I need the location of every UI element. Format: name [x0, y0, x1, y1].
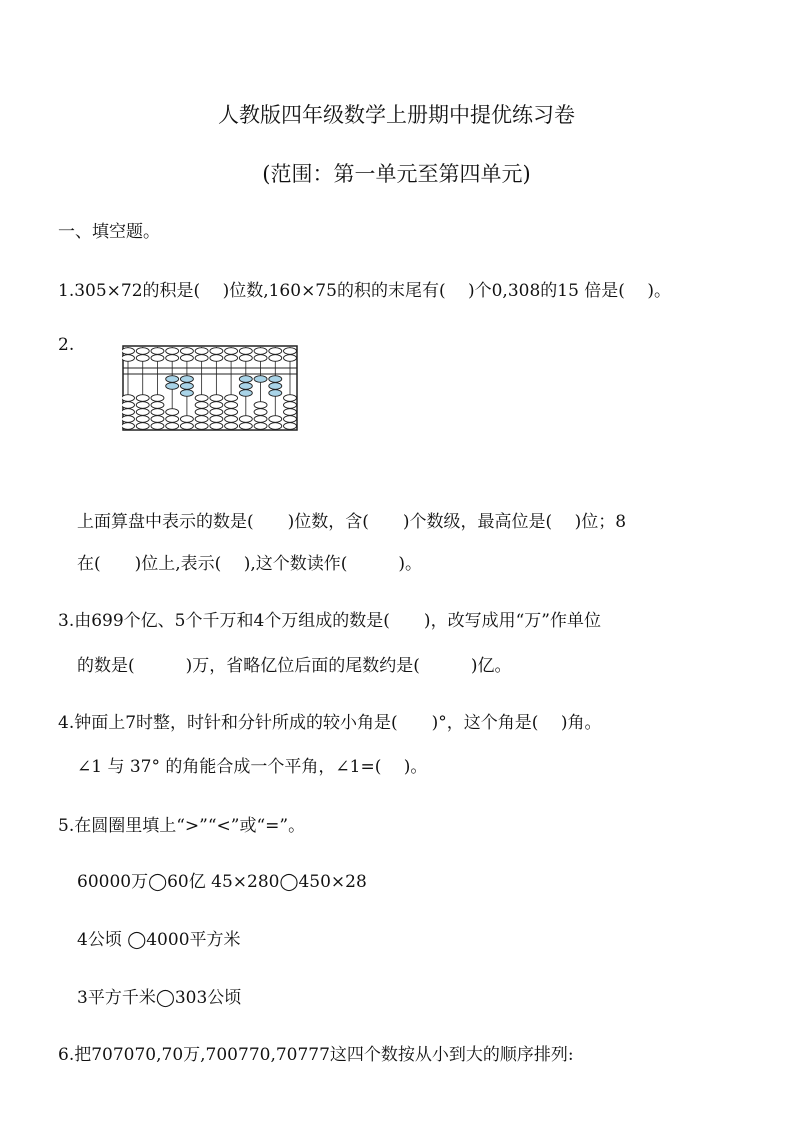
abacus-lower-bead	[284, 423, 297, 430]
abacus-upper-bead	[151, 355, 164, 362]
abacus-upper-bead	[254, 348, 267, 355]
abacus-active-bead	[166, 376, 179, 383]
abacus-lower-bead	[239, 423, 252, 430]
abacus-upper-bead	[210, 355, 223, 362]
abacus-lower-bead	[195, 402, 208, 409]
abacus-lower-bead	[122, 402, 135, 409]
abacus-upper-bead	[136, 348, 149, 355]
abacus-lower-bead	[210, 402, 223, 409]
abacus-upper-bead	[269, 355, 282, 362]
abacus-upper-bead	[239, 355, 252, 362]
abacus-lower-bead	[136, 409, 149, 416]
section-heading: 一、填空题。	[58, 222, 160, 242]
abacus-active-bead	[180, 390, 193, 397]
abacus-lower-bead	[166, 409, 179, 416]
abacus-active-bead	[269, 390, 282, 397]
question-5-item-a: 60000万◯60亿 45×280◯450×28	[77, 872, 367, 892]
question-4-line-2: ∠1 与 37° 的角能合成一个平角，∠1=( )。	[77, 757, 428, 777]
abacus-lower-bead	[122, 395, 135, 402]
abacus-lower-bead	[254, 416, 267, 423]
abacus-lower-bead	[195, 416, 208, 423]
abacus-lower-bead	[210, 409, 223, 416]
abacus-lower-bead	[225, 409, 238, 416]
abacus-lower-bead	[136, 395, 149, 402]
abacus-active-bead	[269, 383, 282, 390]
abacus-lower-bead	[195, 409, 208, 416]
question-4-line-1: 4.钟面上7时整，时针和分针所成的较小角是( )°，这个角是( )角。	[58, 713, 602, 733]
abacus-lower-bead	[284, 402, 297, 409]
abacus-lower-bead	[269, 423, 282, 430]
abacus-lower-bead	[122, 423, 135, 430]
abacus-upper-bead	[225, 355, 238, 362]
abacus-lower-bead	[210, 416, 223, 423]
abacus-upper-bead	[151, 348, 164, 355]
abacus-upper-bead	[166, 348, 179, 355]
question-6: 6.把707070,70万,700770,70777这四个数按从小到大的顺序排列:	[58, 1045, 574, 1065]
question-1: 1.305×72的积是( )位数,160×75的积的末尾有( )个0,308的15 倍是( )。	[58, 281, 671, 301]
abacus-lower-bead	[269, 416, 282, 423]
abacus-active-bead	[180, 376, 193, 383]
abacus-active-bead	[269, 376, 282, 383]
abacus-upper-bead	[136, 355, 149, 362]
abacus-lower-bead	[254, 423, 267, 430]
abacus-figure	[122, 345, 298, 431]
abacus-lower-bead	[180, 423, 193, 430]
question-5: 5.在圆圈里填上“>”“<”或“=”。	[58, 816, 306, 836]
abacus-active-bead	[239, 376, 252, 383]
abacus-active-bead	[166, 383, 179, 390]
abacus-lower-bead	[122, 409, 135, 416]
abacus-upper-bead	[254, 355, 267, 362]
question-2-line-2: 在( )位上,表示( ),这个数读作( )。	[77, 554, 423, 574]
abacus-lower-bead	[180, 416, 193, 423]
question-5-item-c: 3平方千米◯303公顷	[77, 988, 242, 1008]
abacus-lower-bead	[225, 416, 238, 423]
question-2-line-1: 上面算盘中表示的数是( )位数，含( )个数级，最高位是( )位；8	[77, 512, 627, 532]
question-3-line-1: 3.由699个亿、5个千万和4个万组成的数是( )，改写成用“万”作单位	[58, 611, 601, 631]
abacus-active-bead	[239, 390, 252, 397]
abacus-lower-bead	[225, 402, 238, 409]
abacus-lower-bead	[225, 423, 238, 430]
abacus-upper-bead	[225, 348, 238, 355]
abacus-active-bead	[254, 376, 267, 383]
abacus-upper-bead	[210, 348, 223, 355]
abacus-lower-bead	[284, 395, 297, 402]
abacus-lower-bead	[166, 423, 179, 430]
abacus-upper-bead	[269, 348, 282, 355]
abacus-upper-bead	[180, 348, 193, 355]
abacus-lower-bead	[166, 416, 179, 423]
abacus-upper-bead	[122, 348, 135, 355]
abacus-lower-bead	[225, 395, 238, 402]
abacus-lower-bead	[284, 409, 297, 416]
question-2-number: 2.	[58, 335, 75, 355]
abacus-lower-bead	[195, 395, 208, 402]
abacus-lower-bead	[284, 416, 297, 423]
abacus-lower-bead	[254, 409, 267, 416]
abacus-lower-bead	[136, 416, 149, 423]
abacus-lower-bead	[210, 395, 223, 402]
abacus-upper-bead	[239, 348, 252, 355]
abacus-lower-bead	[254, 402, 267, 409]
abacus-upper-bead	[180, 355, 193, 362]
abacus-active-bead	[239, 383, 252, 390]
abacus-active-bead	[180, 383, 193, 390]
abacus-lower-bead	[151, 416, 164, 423]
abacus-upper-bead	[195, 348, 208, 355]
page-subtitle: (范围：第一单元至第四单元)	[262, 162, 531, 186]
abacus-lower-bead	[122, 416, 135, 423]
abacus-lower-bead	[195, 423, 208, 430]
abacus-lower-bead	[239, 416, 252, 423]
abacus-lower-bead	[136, 423, 149, 430]
question-5-item-b: 4公顷 ◯4000平方米	[77, 930, 241, 950]
abacus-lower-bead	[151, 402, 164, 409]
abacus-lower-bead	[151, 423, 164, 430]
abacus-upper-bead	[284, 348, 297, 355]
abacus-upper-bead	[122, 355, 135, 362]
page-title: 人教版四年级数学上册期中提优练习卷	[218, 103, 575, 127]
abacus-upper-bead	[195, 355, 208, 362]
abacus-upper-bead	[166, 355, 179, 362]
question-3-line-2: 的数是( )万，省略亿位后面的尾数约是( )亿。	[77, 656, 512, 676]
abacus-lower-bead	[210, 423, 223, 430]
abacus-lower-bead	[151, 395, 164, 402]
abacus-lower-bead	[136, 402, 149, 409]
abacus-upper-bead	[284, 355, 297, 362]
abacus-lower-bead	[151, 409, 164, 416]
